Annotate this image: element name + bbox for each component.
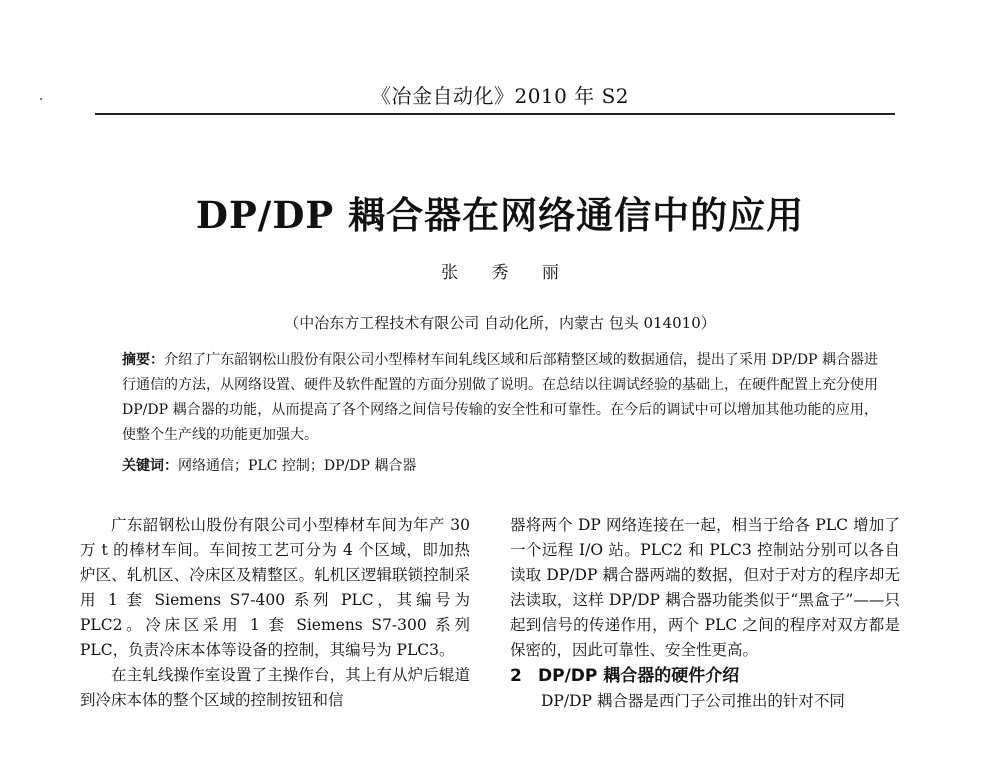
section-title: DP/DP 耦合器的硬件介绍 <box>538 666 740 686</box>
body-column-left <box>80 513 470 713</box>
body-paragraph: 广东韶钢松山股份有限公司小型棒材车间为年产 30 万 t 的棒材车间。车间按工艺可分为 4 个区域，即加热炉区、轧机区、冷床区及精整区。轧机区逻辑联锁控制采用 1 套 Siemens S7-400 系列 PLC，其编号为 PLC2。冷床区采用 1 套 Siemens S7-300 系列 PLC，负责冷床本体等设备的控制，其编号为 PLC3。 <box>80 516 470 659</box>
journal-header: 《冶金自动化》2010 年 S2 <box>370 84 630 108</box>
header-rule <box>95 113 895 115</box>
body-column-right <box>510 513 900 714</box>
paper-title: DP/DP 耦合器在网络通信中的应用 <box>195 193 805 237</box>
author-name: 张 秀 丽 <box>441 263 573 283</box>
keywords-text: 网络通信；PLC 控制；DP/DP 耦合器 <box>178 458 417 474</box>
section-heading <box>510 663 900 689</box>
abstract <box>122 348 878 448</box>
abstract-label: 摘要： <box>122 352 165 368</box>
abstract-text: 介绍了广东韶钢松山股份有限公司小型棒材车间轧线区域和后部精整区域的数据通信，提出了采用 DP/DP 耦合器进行通信的方法，从网络设置、硬件及软件配置的方面分别做了说明。在总结以往调试经验的基础上，在硬件配置上充分使用 DP/DP 耦合器的功能，从而提高了各个网络之间信号传输的安全性和可靠性。在今后的调试中可以增加其他功能的应用，使整个生产线的功能更加强大。 <box>122 352 879 443</box>
body-paragraph: DP/DP 耦合器是西门子公司推出的针对不同 <box>541 692 845 710</box>
keywords <box>122 456 878 476</box>
section-number: 2 <box>510 666 522 686</box>
body-paragraph: 器将两个 DP 网络连接在一起，相当于给各 PLC 增加了一个远程 I/O 站。PLC2 和 PLC3 控制站分别可以各自读取 DP/DP 耦合器两端的数据，但对于对方的程序却无法读取，这样 DP/DP 耦合器功能类似于“黑盒子”——只起到信号的传递作用，两个 PLC 之间的程序对双方都是保密的，因此可靠性、安全性更高。 <box>510 516 900 659</box>
author-affiliation: （中冶东方工程技术有限公司 自动化所，内蒙古 包头 014010） <box>284 314 716 332</box>
keywords-label: 关键词： <box>122 458 178 474</box>
body-paragraph: 在主轧线操作室设置了主操作台，其上有从炉后辊道到冷床本体的整个区域的控制按钮和信 <box>80 666 470 709</box>
